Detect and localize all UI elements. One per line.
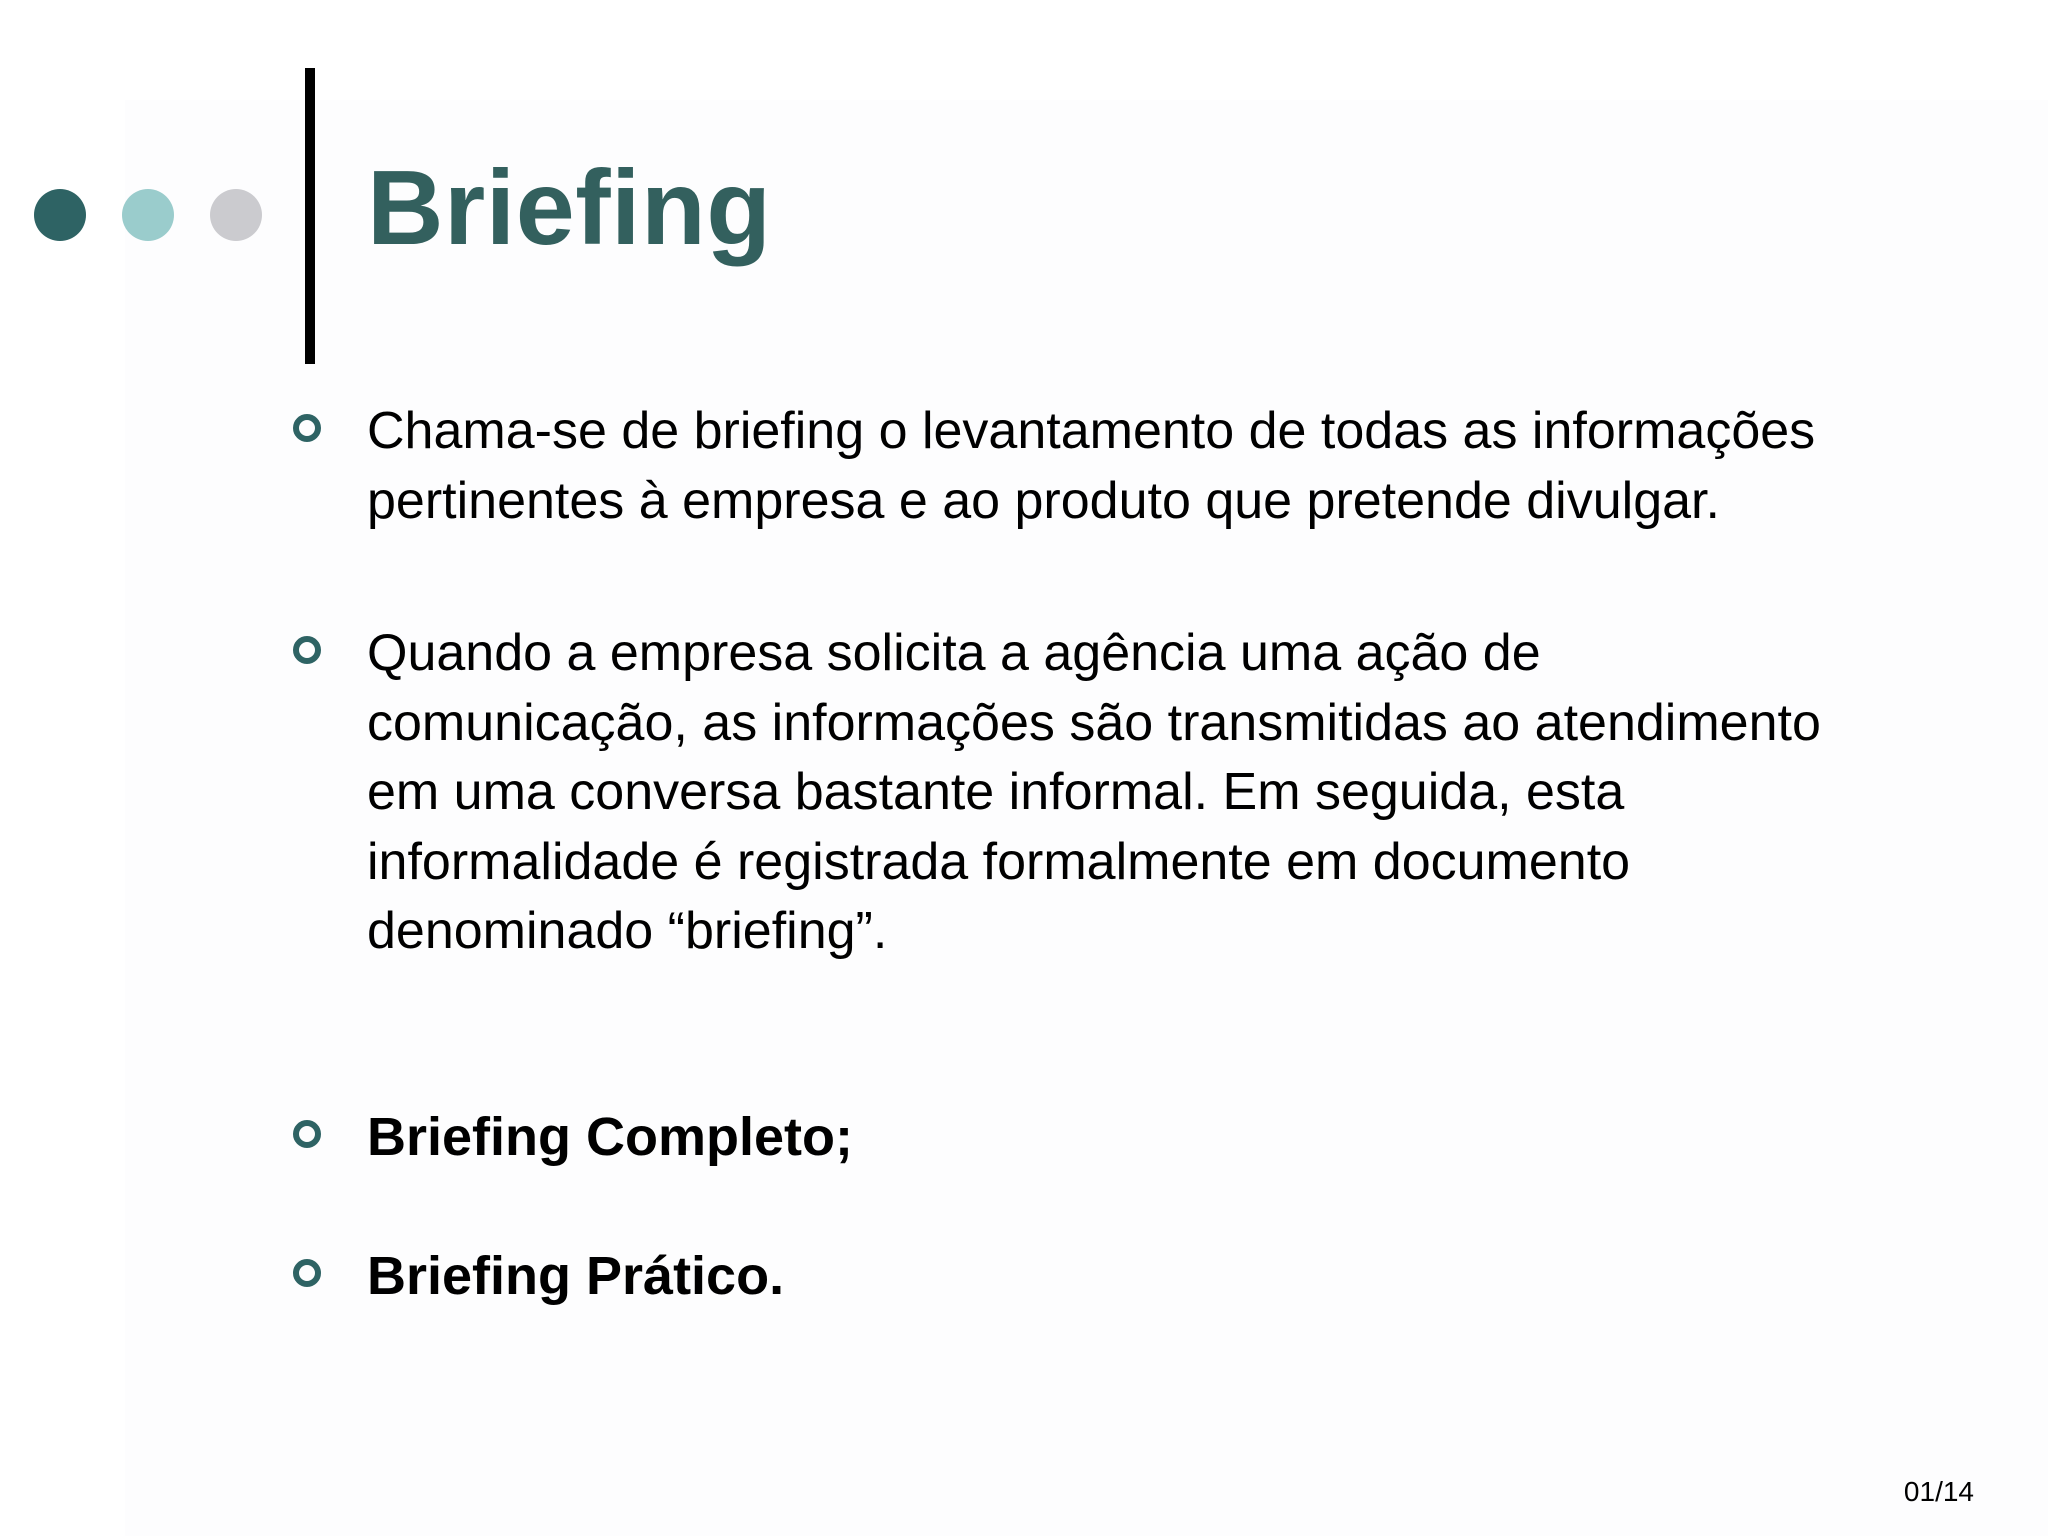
bullet-text: Chama-se de briefing o levantamento de todas as informações pertinentes à empresa e ao produto que pretende divulgar. bbox=[367, 402, 1816, 530]
bullet-circle-icon bbox=[293, 1120, 321, 1148]
bullet-text: Quando a empresa solicita a agência uma ação de comunicação, as informações são transmitidas ao atendimento em uma conversa bastante informal. Em seguida, esta informalidade é registrada formalmente em documento denominado “briefing”. bbox=[367, 624, 1821, 960]
page-number: 01/14 bbox=[1903, 1476, 1974, 1507]
bullet-item bbox=[367, 619, 1847, 967]
bullet-circle-icon bbox=[293, 414, 321, 442]
bullet-item bbox=[367, 1242, 1847, 1312]
bullet-text: Briefing Completo; bbox=[367, 1107, 853, 1167]
bullet-circle-icon bbox=[293, 1259, 321, 1287]
bullet-text: Briefing Prático. bbox=[367, 1246, 785, 1306]
bullet-item bbox=[367, 1103, 1847, 1173]
bullet-item bbox=[367, 397, 1847, 536]
slide-title: Briefing bbox=[367, 149, 772, 267]
bullet-circle-icon bbox=[293, 636, 321, 664]
